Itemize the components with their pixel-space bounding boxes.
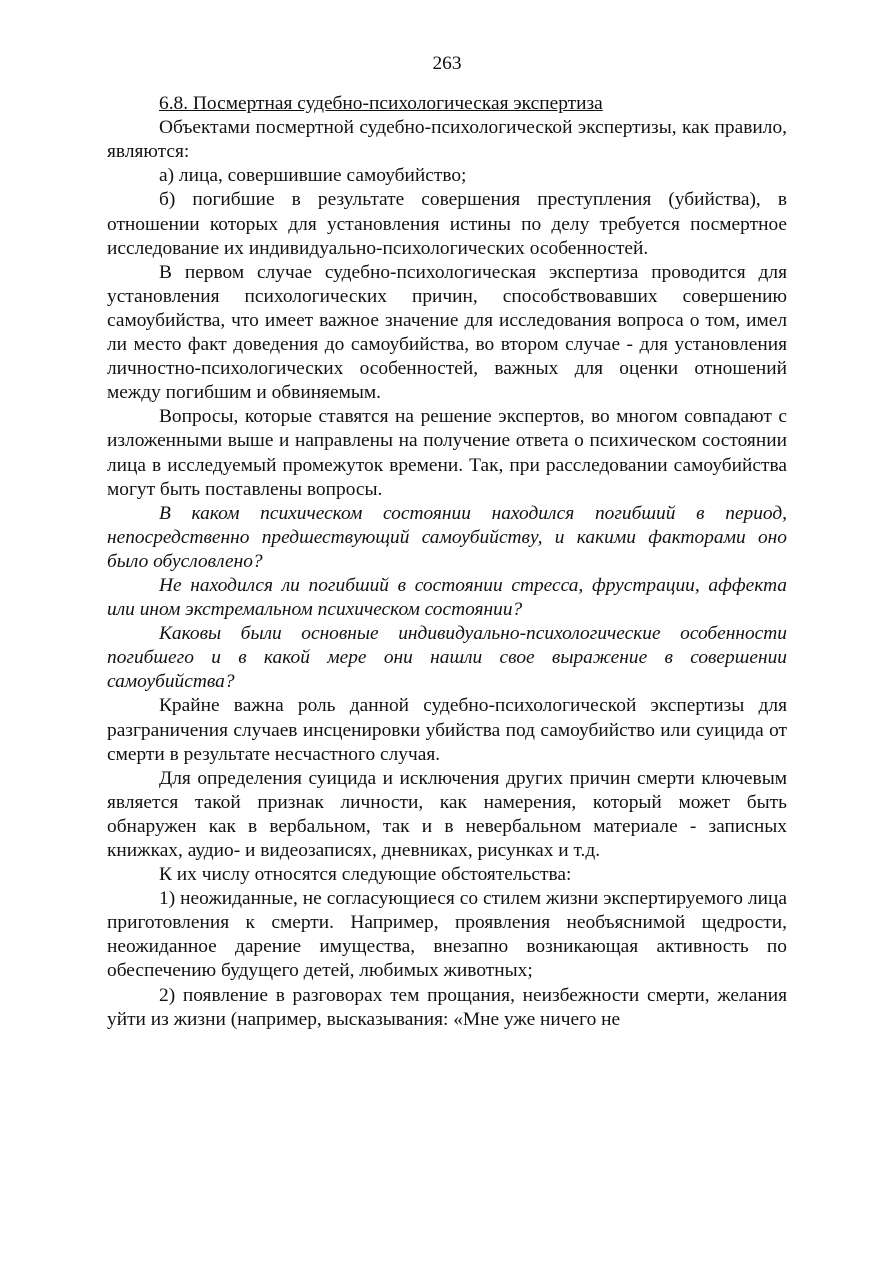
paragraph: В первом случае судебно-психологическая экспертиза проводится для установления психологических причин, способствовавших совершению самоубийства, что имеет важное значение для исследования вопроса о том, имел ли место факт доведения до самоубийства, во втором случае - для установления личностно-психологических особенностей, важных для оценки отношений между погибшим и обвиняемым. bbox=[107, 261, 787, 404]
paragraph: Вопросы, которые ставятся на решение экспертов, во многом совпадают с изложенными выше и направлены на получение ответа о психическом состоянии лица в исследуемый промежуток времени. Так, при расследовании самоубийства могут быть поставлены вопросы. bbox=[107, 406, 787, 500]
paragraph: Каковы были основные индивидуально-психологические особенности погибшего и в какой мере они нашли свое выражение в совершении самоубийства? bbox=[107, 623, 787, 693]
document-page bbox=[107, 52, 787, 1032]
paragraph: Для определения суицида и исключения других причин смерти ключевым является такой признак личности, как намерения, который может быть обнаружен как в вербальном, так и в невербальном материале - записных книжках, аудио- и видеозаписях, дневниках, рисунках и т.д. bbox=[107, 767, 787, 861]
paragraph: Крайне важна роль данной судебно-психологической экспертизы для разграничения случаев инсценировки убийства под самоубийство или суицида от смерти в результате несчастного случая. bbox=[107, 695, 787, 765]
paragraph: 2) появление в разговорах тем прощания, неизбежности смерти, желания уйти из жизни (например, высказывания: «Мне уже ничего не bbox=[107, 984, 787, 1030]
paragraph: б) погибшие в результате совершения преступления (убийства), в отношении которых для установления истины по делу требуется посмертное исследование их индивидуально-психологических особенностей. bbox=[107, 189, 787, 259]
paragraph: К их числу относятся следующие обстоятельства: bbox=[159, 864, 572, 886]
paragraph: 1) неожиданные, не согласующиеся со стилем жизни экспертируемого лица приготовления к смерти. Например, проявления необъяснимой щедрости, неожиданное дарение имущества, внезапно возникающая активность по обеспечению будущего детей, любимых животных; bbox=[107, 888, 787, 982]
paragraph: Объектами посмертной судебно-психологической экспертизы, как правило, являются: bbox=[107, 117, 787, 163]
page-number: 263 bbox=[432, 53, 462, 74]
section-title: 6.8. Посмертная судебно-психологическая экспертиза bbox=[159, 93, 603, 115]
paragraph: Не находился ли погибший в состоянии стресса, фрустрации, аффекта или ином экстремальном психическом состоянии? bbox=[107, 574, 787, 621]
paragraph: В каком психическом состоянии находился погибший в период, непосредственно предшествующий самоубийству, и какими факторами оно было обусловлено? bbox=[107, 502, 787, 572]
paragraph: а) лица, совершившие самоубийство; bbox=[159, 165, 467, 187]
body-text bbox=[107, 116, 787, 1032]
